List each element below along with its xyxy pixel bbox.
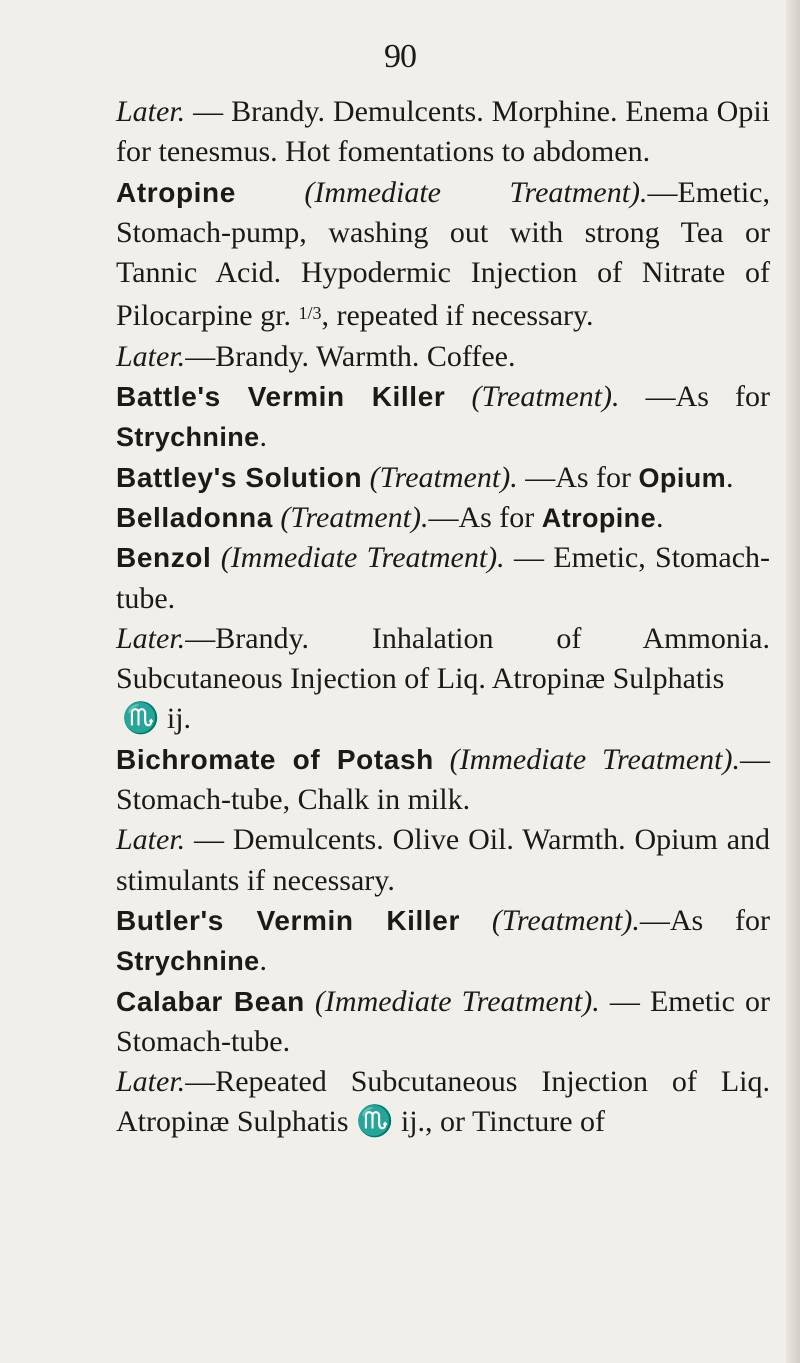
entry-heading: Atropine <box>116 176 236 208</box>
entry-heading: Battle's Vermin Killer <box>116 381 446 413</box>
entry-text: —Brandy. Inhalation of Ammonia. Subcutaneous Injection of Liq. Atropinæ Sulphatis <box>116 621 770 696</box>
entry-text-after: , repeated if necessary. <box>321 299 594 333</box>
entry-heading: Calabar Bean <box>116 985 305 1017</box>
later-label: Later. <box>116 339 186 373</box>
page-number: 90 <box>384 38 416 75</box>
entry-text: — Emetic or Stomach-tube. <box>116 984 771 1058</box>
cross-reference: Atropine <box>541 502 656 533</box>
entry-text: Demulcents. Olive Oil. Warmth. Opium and stimulants if necessary. <box>116 823 771 897</box>
minim-dose: ♏ ij. <box>122 702 192 736</box>
entry-label: (Immediate Treatment). <box>220 541 505 575</box>
page-body <box>64 92 770 1143</box>
cross-reference: Strychnine <box>116 422 260 453</box>
entry-heading: Bichromate of Potash <box>116 743 434 775</box>
page-edge-shadow <box>786 0 800 1363</box>
entry-text: —Stomach-tube, Chalk in milk. <box>116 742 770 817</box>
entry-later-2 <box>64 337 770 377</box>
later-label: Later. <box>116 1065 186 1099</box>
dose-fraction: 1/3 <box>298 303 322 324</box>
entry-battles-vermin-killer <box>64 377 770 458</box>
entry-text: —Emetic, Stomach-pump, washing out with strong Tea or Tannic Acid. Hypodermic Injection of Nitrate of Pilocarpine gr. <box>116 175 770 333</box>
entry-atropine <box>64 173 770 337</box>
later-label: Later. <box>116 621 186 655</box>
entry-end: . <box>259 420 268 454</box>
entry-calabar-bean <box>64 982 770 1063</box>
entry-heading: Belladonna <box>116 501 273 533</box>
entry-text: —As for <box>428 500 542 534</box>
entry-label: (Immediate Treatment). <box>449 742 740 776</box>
entry-text: — Emetic, Stomach-tube. <box>116 541 771 615</box>
entry-end: . <box>259 944 268 978</box>
entry-later-1 <box>64 92 770 173</box>
entry-text: —Brandy. Warmth. Coffee. <box>185 339 516 373</box>
entry-belladonna <box>64 498 770 538</box>
entry-text: —As for <box>517 460 639 494</box>
entry-label: (Immediate Treatment). <box>304 175 648 209</box>
entry-battleys-solution <box>64 458 770 498</box>
later-label: Later. <box>116 823 186 857</box>
entry-later-4 <box>64 820 770 901</box>
entry-later-3 <box>64 619 770 740</box>
entry-label: (Treatment). <box>471 380 620 414</box>
later-label: Later. <box>116 95 186 128</box>
dash: — <box>185 95 232 128</box>
entry-text: —Repeated Subcutaneous Injection of Liq. Atropinæ Sulphatis ♏ ij., or Tincture of <box>116 1065 770 1139</box>
entry-heading: Battley's Solution <box>116 461 363 493</box>
entry-label: (Treatment). <box>280 500 429 534</box>
entry-end: . <box>656 500 664 534</box>
cross-reference: Opium <box>638 462 727 493</box>
entry-butlers-vermin-killer <box>64 901 770 982</box>
entry-text: —As for <box>619 380 770 414</box>
entry-text: —As for <box>639 903 771 937</box>
entry-label: (Immediate Treatment). <box>314 984 600 1018</box>
entry-label: (Treatment). <box>369 460 518 494</box>
entry-heading: Benzol <box>116 542 212 574</box>
entry-end: . <box>726 460 734 494</box>
entry-bichromate-of-potash <box>64 740 770 821</box>
entry-heading: Butler's Vermin Killer <box>116 904 460 936</box>
entry-later-5 <box>64 1062 770 1143</box>
entry-label: (Treatment). <box>491 903 640 937</box>
dash: — <box>185 823 233 857</box>
entry-text: Brandy. Demulcents. Morphine. Enema Opii for tenesmus. Hot fomentations to abdomen. <box>116 95 770 169</box>
cross-reference: Strychnine <box>116 946 260 977</box>
entry-benzol <box>64 538 770 619</box>
